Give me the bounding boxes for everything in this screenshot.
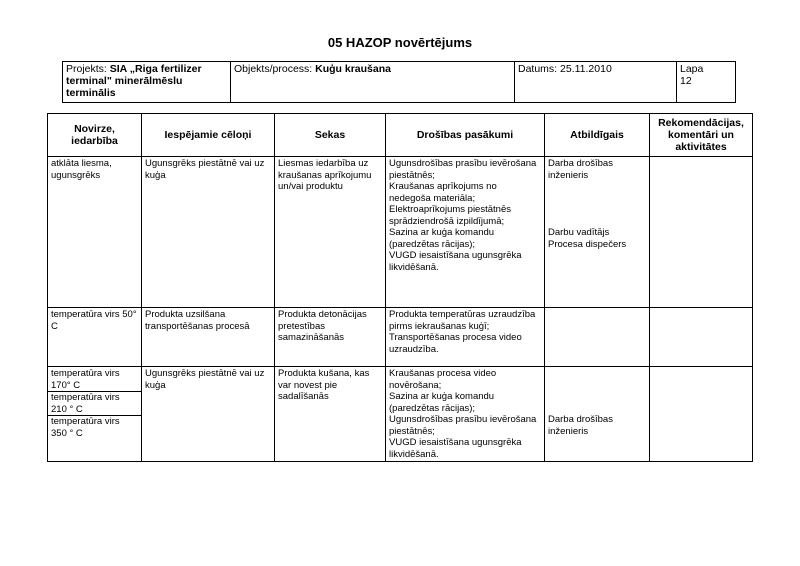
object-name: Kuģu kraušana — [315, 63, 391, 75]
page-number: 12 — [680, 75, 692, 87]
responsible-item: Darba drošības inženieris — [548, 414, 613, 437]
measure-item: Ugunsdrošības prasību ievērošana piestātnēs; — [389, 414, 537, 437]
object-prefix: Objekts/process: — [234, 63, 316, 75]
deviation-cell — [48, 367, 142, 462]
col-cause-header: Iespējamie cēloņi — [142, 114, 275, 157]
consequence-cell: Liesmas iedarbība uz kraušanas aprīkojumu un/vai produktu — [275, 157, 386, 308]
measure-item: Elektroaprīkojums piestātnēs sprādziendrošā izpildījumā; — [389, 204, 511, 227]
deviation-subitem: temperatūra virs 170° C — [48, 368, 141, 392]
header-row — [48, 114, 753, 157]
measure-item: Transportēšanas procesa video uzraudzība. — [389, 332, 522, 355]
consequence-cell: Produkta kušana, kas var novest pie sadalīšanās — [275, 367, 386, 462]
col-measures-header: Drošības pasākumi — [386, 114, 545, 157]
measure-item: VUGD iesaistīšana ugunsgrēka likvidēšanā. — [389, 437, 522, 460]
measures-cell — [386, 367, 545, 462]
document-title: 05 HAZOP novērtējums — [327, 35, 473, 50]
project-prefix: Projekts: — [66, 63, 110, 75]
responsible-cell — [545, 157, 650, 308]
table-row — [48, 157, 753, 308]
col-recommendations-header: Rekomendācijas, komentāri un aktivitātes — [650, 114, 753, 157]
project-cell — [63, 62, 231, 103]
deviation-subitem: temperatūra virs 350 ° C — [51, 416, 120, 439]
measure-item: Sazina ar kuģa komandu (paredzētas rācijas); — [389, 227, 495, 250]
measure-item: Ugunsdrošības prasību ievērošana piestātnēs; — [389, 158, 537, 181]
cause-cell: Ugunsgrēks piestātnē vai uz kuģa — [142, 367, 275, 462]
responsible-item: Darbu vadītājs — [548, 227, 610, 238]
date-cell: Datums: 25.11.2010 — [515, 62, 677, 103]
recommendations-cell — [650, 157, 753, 308]
measure-item: Sazina ar kuģa komandu (paredzētas rācijas); — [389, 391, 495, 414]
table-row — [48, 367, 753, 462]
project-name: SIA „Riga fertilizer terminal" minerālmēslu terminālis — [66, 63, 202, 99]
measure-item: Kraušanas aprīkojums no nedegoša materiāla; — [389, 181, 497, 204]
consequence-cell: Produkta detonācijas pretestības samazināšanās — [275, 308, 386, 367]
page-label: Lapa — [680, 63, 704, 75]
measure-item: Produkta temperatūras uzraudzība pirms iekraušanas kuģī; — [389, 309, 536, 332]
deviation-subitem: temperatūra virs 210 ° C — [48, 392, 141, 416]
responsible-item: Darba drošības inženieris — [548, 158, 613, 181]
object-cell — [231, 62, 515, 103]
col-deviation-header: Novirze, iedarbība — [48, 114, 142, 157]
recommendations-cell — [650, 308, 753, 367]
col-consequence-header: Sekas — [275, 114, 386, 157]
recommendations-cell — [650, 367, 753, 462]
measure-item: Kraušanas procesa video novērošana; — [389, 368, 497, 391]
responsible-cell — [545, 367, 650, 462]
responsible-cell — [545, 308, 650, 367]
responsible-item: Procesa dispečers — [548, 238, 627, 250]
measure-item: VUGD iesaistīšana ugunsgrēka likvidēšanā. — [389, 250, 522, 273]
hazop-table — [47, 113, 753, 462]
page-cell — [677, 62, 736, 103]
measures-cell — [386, 308, 545, 367]
project-info-table — [62, 61, 736, 103]
cause-cell: Ugunsgrēks piestātnē vai uz kuģa — [142, 157, 275, 308]
cause-cell: Produkta uzsilšana transportēšanas procesā — [142, 308, 275, 367]
deviation-cell: atklāta liesma, ugunsgrēks — [48, 157, 142, 308]
table-row — [48, 308, 753, 367]
measures-cell — [386, 157, 545, 308]
deviation-cell: temperatūra virs 50° C — [48, 308, 142, 367]
col-responsible-header: Atbildīgais — [545, 114, 650, 157]
